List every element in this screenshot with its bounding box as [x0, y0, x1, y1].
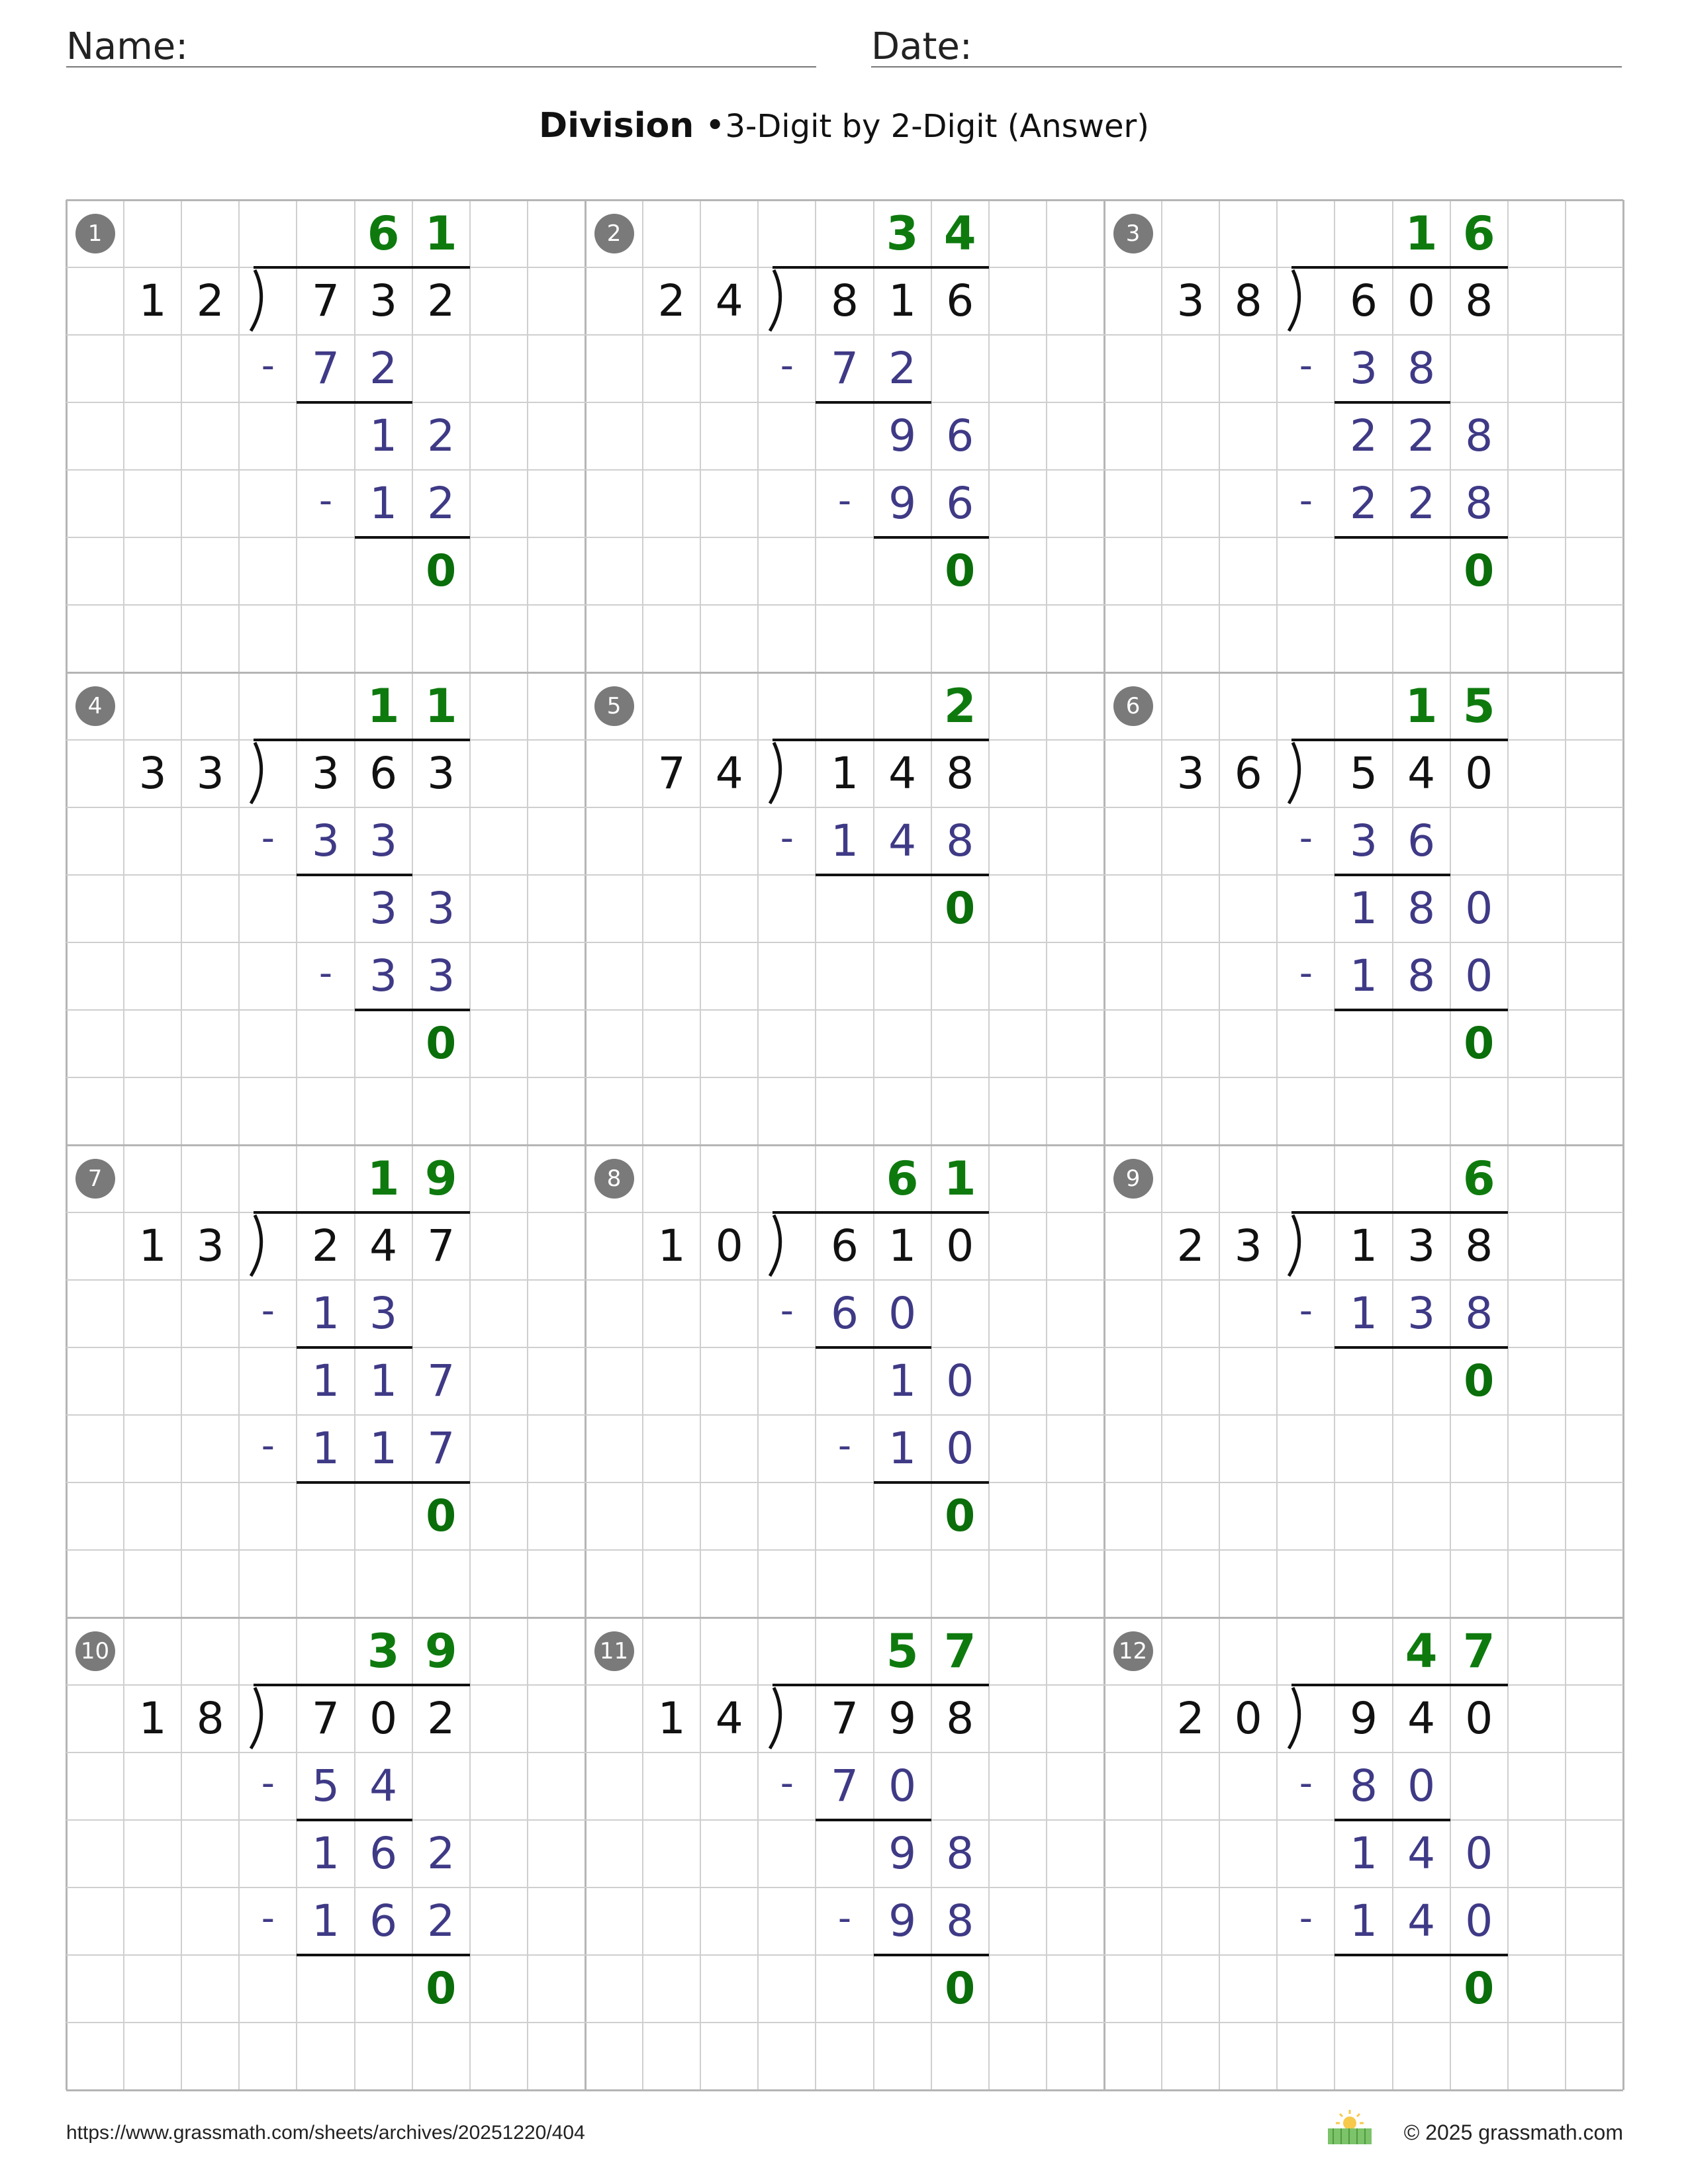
work-digit: 1	[888, 1355, 917, 1406]
dividend-digit: 8	[1465, 275, 1493, 326]
work-digit: 2	[888, 343, 917, 394]
remainder-digit: 0	[1464, 545, 1495, 596]
work-digit: 8	[1407, 950, 1436, 1001]
division-problem	[66, 1617, 585, 2090]
work-digit: 9	[888, 478, 917, 529]
subtraction-line	[254, 1684, 470, 1686]
work-digit: 5	[311, 1760, 340, 1811]
work-digit: 3	[369, 815, 398, 866]
quotient-digit: 9	[424, 1624, 457, 1678]
divisor-digit: 2	[1176, 1693, 1205, 1744]
dividend-digit: 2	[427, 1693, 455, 1744]
divisor-digit: 7	[657, 748, 686, 799]
dividend-digit: 6	[946, 275, 974, 326]
work-digit: 2	[1349, 478, 1378, 529]
dividend-digit: 8	[946, 748, 974, 799]
dividend-digit: 9	[888, 1693, 917, 1744]
dividend-digit: 6	[369, 748, 398, 799]
subtraction-line	[1291, 1211, 1508, 1214]
work-digit: 6	[369, 1828, 398, 1879]
work-digit: 1	[311, 1423, 340, 1474]
minus-sign: -	[1299, 344, 1313, 387]
subtraction-line	[773, 1211, 989, 1214]
divisor-digit: 1	[138, 1220, 167, 1271]
minus-sign: -	[261, 344, 275, 387]
remainder-digit: 0	[945, 883, 976, 934]
minus-sign: -	[780, 817, 794, 860]
division-problem	[1104, 672, 1623, 1145]
subtraction-line	[773, 1684, 989, 1686]
dividend-digit: 3	[311, 748, 340, 799]
division-problem	[585, 672, 1104, 1145]
work-digit: 7	[830, 1760, 859, 1811]
work-digit: 3	[369, 883, 398, 934]
minus-sign: -	[1299, 1762, 1313, 1805]
work-digit: 0	[1407, 1760, 1436, 1811]
divisor-digit: 3	[1176, 748, 1205, 799]
remainder-digit: 0	[945, 1490, 976, 1541]
problem-number-badge: 7	[75, 1159, 115, 1199]
divisor-digit: 1	[657, 1693, 686, 1744]
problem-number-badge: 9	[1113, 1159, 1153, 1199]
work-digit: 1	[369, 1355, 398, 1406]
work-digit: 8	[1465, 1288, 1493, 1339]
work-digit: 0	[888, 1288, 917, 1339]
quotient-digit: 6	[1462, 1152, 1495, 1206]
quotient-digit: 6	[367, 206, 400, 261]
work-digit: 9	[888, 1828, 917, 1879]
work-digit: 1	[311, 1895, 340, 1946]
division-problem	[585, 1145, 1104, 1617]
work-digit: 2	[427, 410, 455, 461]
remainder-digit: 0	[426, 1018, 457, 1069]
work-digit: 9	[888, 1895, 917, 1946]
remainder-digit: 0	[945, 1963, 976, 2014]
remainder-digit: 0	[426, 1963, 457, 2014]
quotient-digit: 4	[943, 206, 976, 261]
work-digit: 8	[946, 815, 974, 866]
dividend-digit: 0	[369, 1693, 398, 1744]
quotient-digit: 7	[943, 1624, 976, 1678]
dividend-digit: 5	[1349, 748, 1378, 799]
work-digit: 1	[311, 1355, 340, 1406]
dividend-digit: 4	[1407, 1693, 1436, 1744]
work-digit: 1	[830, 815, 859, 866]
dividend-digit: 4	[369, 1220, 398, 1271]
remainder-digit: 0	[426, 545, 457, 596]
work-digit: 8	[946, 1895, 974, 1946]
divisor-digit: 4	[715, 748, 743, 799]
divisor-digit: 2	[1176, 1220, 1205, 1271]
minus-sign: -	[1299, 1897, 1313, 1940]
problem-number-badge: 12	[1113, 1631, 1153, 1671]
remainder-digit: 0	[1464, 1018, 1495, 1069]
work-digit: 1	[369, 410, 398, 461]
work-digit: 2	[369, 343, 398, 394]
title-subtitle: 3-Digit by 2-Digit (Answer)	[725, 108, 1149, 145]
work-digit: 3	[1349, 815, 1378, 866]
minus-sign: -	[837, 479, 852, 522]
division-problem	[1104, 200, 1623, 672]
problem-number-badge: 2	[594, 214, 634, 253]
footer-copyright: © 2025 grassmath.com	[1403, 2120, 1623, 2144]
work-digit: 6	[830, 1288, 859, 1339]
work-digit: 8	[1349, 1760, 1378, 1811]
divisor-digit: 3	[196, 1220, 224, 1271]
dividend-digit: 4	[1407, 748, 1436, 799]
dividend-digit: 1	[888, 275, 917, 326]
division-problem	[1104, 1617, 1623, 2090]
problem-number-badge: 1	[75, 214, 115, 253]
work-digit: 3	[311, 815, 340, 866]
dividend-digit: 3	[1407, 1220, 1436, 1271]
division-bracket	[246, 741, 275, 805]
dividend-digit: 2	[427, 275, 455, 326]
remainder-digit: 0	[945, 545, 976, 596]
minus-sign: -	[1299, 817, 1313, 860]
subtraction-line	[1291, 739, 1508, 741]
work-digit: 1	[311, 1828, 340, 1879]
division-bracket	[246, 1214, 275, 1277]
work-digit: 3	[369, 950, 398, 1001]
quotient-digit: 1	[1405, 679, 1438, 733]
dividend-digit: 8	[830, 275, 859, 326]
dividend-digit: 6	[1349, 275, 1378, 326]
divisor-digit: 1	[138, 275, 167, 326]
work-digit: 1	[888, 1423, 917, 1474]
minus-sign: -	[318, 479, 333, 522]
divisor-digit: 8	[196, 1693, 224, 1744]
work-digit: 0	[1465, 950, 1493, 1001]
dividend-digit: 7	[311, 1693, 340, 1744]
dividend-digit: 8	[946, 1693, 974, 1744]
divisor-digit: 3	[1234, 1220, 1262, 1271]
dividend-digit: 3	[369, 275, 398, 326]
title-bullet: •	[704, 106, 726, 146]
division-problem	[585, 1617, 1104, 2090]
problem-number-badge: 10	[75, 1631, 115, 1671]
minus-sign: -	[261, 1424, 275, 1467]
subtraction-line	[254, 739, 470, 741]
minus-sign: -	[1299, 479, 1313, 522]
dividend-digit: 4	[888, 748, 917, 799]
work-digit: 2	[1349, 410, 1378, 461]
work-digit: 7	[311, 343, 340, 394]
work-digit: 7	[427, 1423, 455, 1474]
division-bracket	[765, 1214, 794, 1277]
work-digit: 0	[946, 1423, 974, 1474]
dividend-digit: 1	[830, 748, 859, 799]
division-problem	[66, 672, 585, 1145]
quotient-digit: 1	[424, 679, 457, 733]
work-digit: 3	[427, 950, 455, 1001]
minus-sign: -	[318, 952, 333, 995]
division-problem	[1104, 1145, 1623, 1617]
work-digit: 7	[427, 1355, 455, 1406]
work-digit: 8	[1465, 478, 1493, 529]
minus-sign: -	[1299, 1289, 1313, 1332]
quotient-digit: 1	[1405, 206, 1438, 261]
divisor-digit: 3	[1176, 275, 1205, 326]
worksheet-grid	[66, 200, 1623, 2090]
subtraction-line	[1291, 266, 1508, 269]
division-bracket	[765, 1686, 794, 1750]
divisor-digit: 2	[196, 275, 224, 326]
dividend-digit: 9	[1349, 1693, 1378, 1744]
work-digit: 3	[369, 1288, 398, 1339]
minus-sign: -	[261, 1897, 275, 1940]
work-digit: 6	[946, 478, 974, 529]
problem-number-badge: 11	[594, 1631, 634, 1671]
remainder-digit: 0	[426, 1490, 457, 1541]
quotient-digit: 3	[367, 1624, 400, 1678]
division-bracket	[1284, 1686, 1313, 1750]
problem-number-badge: 5	[594, 686, 634, 726]
work-digit: 0	[1465, 883, 1493, 934]
problem-number-badge: 4	[75, 686, 115, 726]
subtraction-line	[254, 266, 470, 269]
divisor-digit: 0	[1234, 1693, 1262, 1744]
work-digit: 0	[946, 1355, 974, 1406]
subtraction-line	[1291, 1684, 1508, 1686]
title-main: Division	[539, 106, 694, 146]
divisor-digit: 1	[138, 1693, 167, 1744]
dividend-digit: 8	[1465, 1220, 1493, 1271]
quotient-digit: 5	[886, 1624, 919, 1678]
dividend-digit: 3	[427, 748, 455, 799]
quotient-digit: 9	[424, 1152, 457, 1206]
work-digit: 3	[1407, 1288, 1436, 1339]
date-line[interactable]	[871, 66, 1622, 68]
divisor-digit: 1	[657, 1220, 686, 1271]
work-digit: 4	[1407, 1895, 1436, 1946]
quotient-digit: 1	[424, 206, 457, 261]
division-problem	[585, 200, 1104, 672]
subtraction-line	[773, 266, 989, 269]
dividend-digit: 7	[311, 275, 340, 326]
work-digit: 0	[1465, 1828, 1493, 1879]
division-bracket	[765, 269, 794, 332]
dividend-digit: 0	[1407, 275, 1436, 326]
quotient-digit: 3	[886, 206, 919, 261]
work-digit: 3	[1349, 343, 1378, 394]
subtraction-line	[773, 739, 989, 741]
work-digit: 2	[1407, 410, 1436, 461]
work-digit: 3	[427, 883, 455, 934]
work-digit: 2	[427, 1828, 455, 1879]
remainder-digit: 0	[1464, 1355, 1495, 1406]
minus-sign: -	[261, 817, 275, 860]
work-digit: 1	[1349, 950, 1378, 1001]
work-digit: 8	[946, 1828, 974, 1879]
division-problem	[66, 200, 585, 672]
date-label: Date:	[871, 25, 972, 68]
name-label: Name:	[66, 25, 189, 68]
work-digit: 1	[311, 1288, 340, 1339]
work-digit: 0	[888, 1760, 917, 1811]
division-bracket	[246, 269, 275, 332]
dividend-digit: 7	[427, 1220, 455, 1271]
division-bracket	[1284, 741, 1313, 805]
divisor-digit: 8	[1234, 275, 1262, 326]
divisor-digit: 3	[138, 748, 167, 799]
work-digit: 4	[888, 815, 917, 866]
work-digit: 1	[369, 1423, 398, 1474]
dividend-digit: 1	[1349, 1220, 1378, 1271]
quotient-digit: 1	[367, 1152, 400, 1206]
work-digit: 4	[1407, 1828, 1436, 1879]
work-digit: 4	[369, 1760, 398, 1811]
work-digit: 6	[946, 410, 974, 461]
work-digit: 2	[427, 478, 455, 529]
minus-sign: -	[1299, 952, 1313, 995]
quotient-digit: 1	[367, 679, 400, 733]
quotient-digit: 2	[943, 679, 976, 733]
minus-sign: -	[837, 1897, 852, 1940]
quotient-digit: 1	[943, 1152, 976, 1206]
dividend-digit: 0	[946, 1220, 974, 1271]
dividend-digit: 0	[1465, 1693, 1493, 1744]
division-bracket	[1284, 269, 1313, 332]
dividend-digit: 7	[830, 1693, 859, 1744]
quotient-digit: 7	[1462, 1624, 1495, 1678]
work-digit: 2	[1407, 478, 1436, 529]
work-digit: 1	[1349, 1895, 1378, 1946]
sun-over-grass-icon	[1327, 2109, 1373, 2146]
problem-number-badge: 8	[594, 1159, 634, 1199]
dividend-digit: 0	[1465, 748, 1493, 799]
divisor-digit: 3	[196, 748, 224, 799]
division-bracket	[246, 1686, 275, 1750]
divisor-digit: 4	[715, 275, 743, 326]
work-digit: 1	[1349, 883, 1378, 934]
division-problem	[66, 1145, 585, 1617]
page-title	[0, 106, 1688, 146]
quotient-digit: 6	[886, 1152, 919, 1206]
quotient-digit: 4	[1405, 1624, 1438, 1678]
work-digit: 1	[1349, 1288, 1378, 1339]
divisor-digit: 4	[715, 1693, 743, 1744]
divisor-digit: 2	[657, 275, 686, 326]
work-digit: 1	[1349, 1828, 1378, 1879]
minus-sign: -	[780, 1289, 794, 1332]
dividend-digit: 2	[311, 1220, 340, 1271]
dividend-digit: 6	[830, 1220, 859, 1271]
divisor-digit: 6	[1234, 748, 1262, 799]
work-digit: 2	[427, 1895, 455, 1946]
quotient-digit: 6	[1462, 206, 1495, 261]
problem-number-badge: 3	[1113, 214, 1153, 253]
minus-sign: -	[780, 344, 794, 387]
quotient-digit: 5	[1462, 679, 1495, 733]
division-bracket	[1284, 1214, 1313, 1277]
problem-number-badge: 6	[1113, 686, 1153, 726]
minus-sign: -	[780, 1762, 794, 1805]
minus-sign: -	[261, 1762, 275, 1805]
work-digit: 1	[369, 478, 398, 529]
work-digit: 8	[1465, 410, 1493, 461]
minus-sign: -	[261, 1289, 275, 1332]
work-digit: 9	[888, 410, 917, 461]
work-digit: 7	[830, 343, 859, 394]
subtraction-line	[254, 1211, 470, 1214]
work-digit: 0	[1465, 1895, 1493, 1946]
work-digit: 6	[369, 1895, 398, 1946]
footer-url: https://www.grassmath.com/sheets/archives/20251220/404	[66, 2122, 585, 2144]
name-line[interactable]	[66, 66, 816, 68]
dividend-digit: 1	[888, 1220, 917, 1271]
minus-sign: -	[837, 1424, 852, 1467]
divisor-digit: 0	[715, 1220, 743, 1271]
work-digit: 8	[1407, 343, 1436, 394]
remainder-digit: 0	[1464, 1963, 1495, 2014]
division-bracket	[765, 741, 794, 805]
work-digit: 6	[1407, 815, 1436, 866]
work-digit: 8	[1407, 883, 1436, 934]
